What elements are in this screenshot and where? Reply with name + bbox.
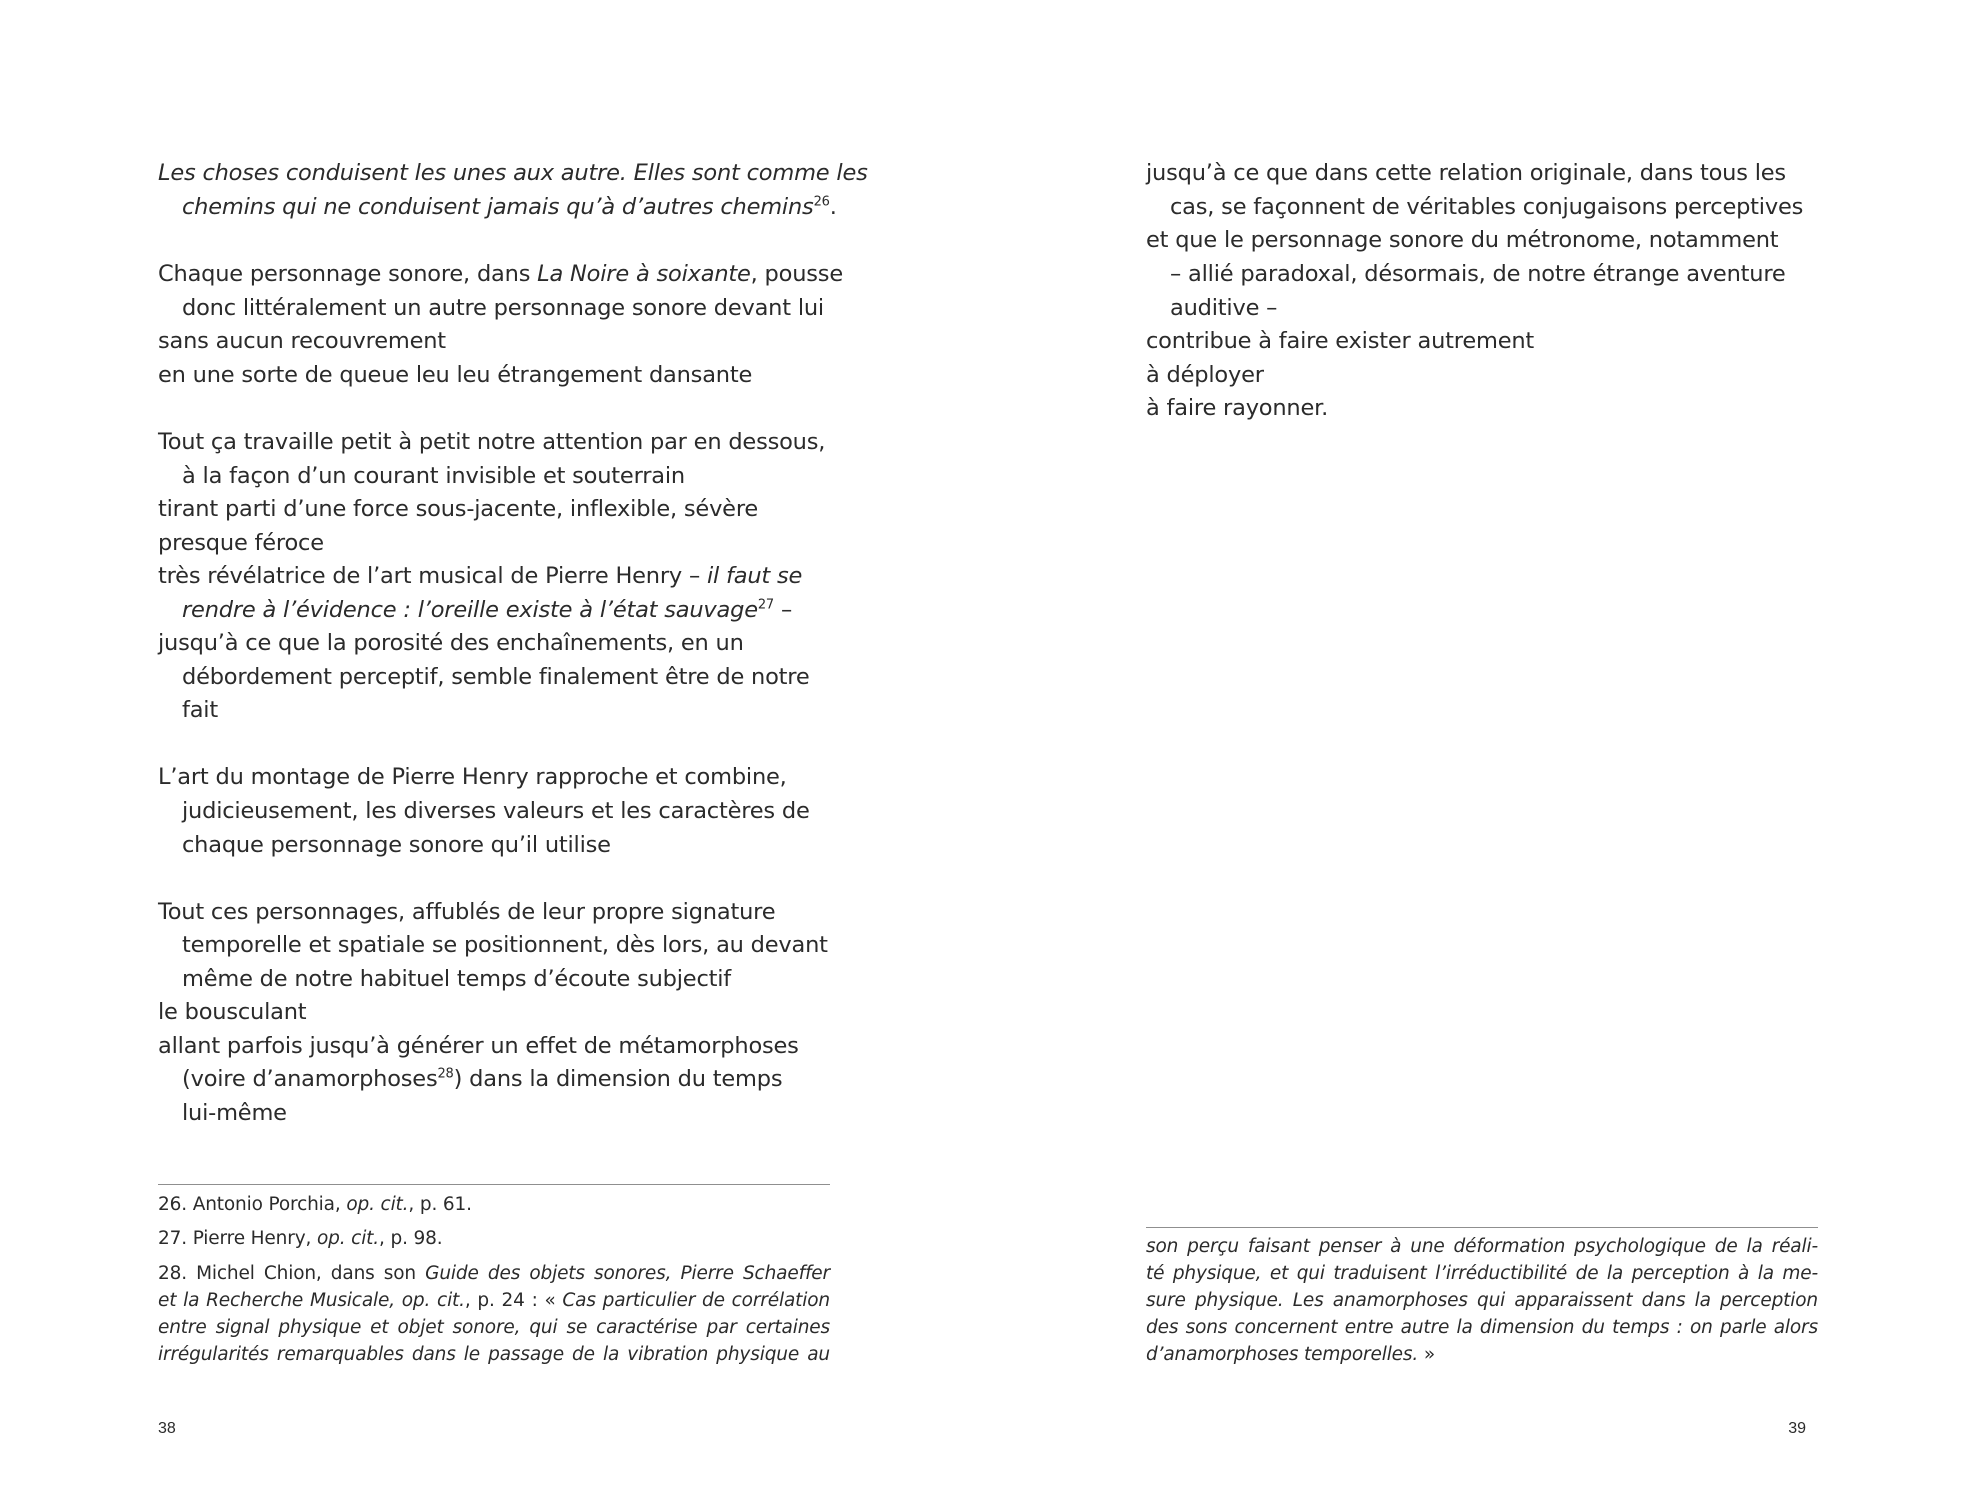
- verse-line: – allié paradoxal, désormais, de notre étrange aventure: [1170, 261, 1786, 287]
- verse-line: même de notre habituel temps d’écoute subjectif: [182, 966, 732, 992]
- right-page: [984, 0, 1968, 1496]
- verse-line: et que le personnage sonore du métronome, notamment: [1146, 227, 1779, 253]
- verse-line: débordement perceptif, semble finalement être de notre: [182, 664, 810, 690]
- footnote-ref-26[interactable]: 26: [813, 194, 830, 210]
- verse-line: chaque personnage sonore qu’il utilise: [182, 832, 611, 858]
- verse-line: Chaque personnage sonore, dans La Noire à soixante, pousse: [158, 261, 843, 287]
- verse-line: fait: [182, 697, 218, 723]
- verse-line: contribue à faire exister autrement: [1146, 328, 1535, 354]
- epigraph-line: Les choses conduisent les unes aux autre. Elles sont comme les: [158, 160, 868, 186]
- verse-line: temporelle et spatiale se positionnent, dès lors, au devant: [182, 932, 828, 958]
- verse-line: à déployer: [1146, 362, 1264, 388]
- verse-line: lui-même: [182, 1100, 287, 1126]
- footnote-line: d’anamorphoses temporelles. »: [1146, 1344, 1436, 1365]
- verse-line: donc littéralement un autre personnage sonore devant lui: [182, 295, 824, 321]
- verse-line: tirant parti d’une force sous-jacente, inflexible, sévère: [158, 496, 759, 522]
- verse-line: jusqu’à ce que dans cette relation originale, dans tous les: [1146, 160, 1786, 186]
- page-number: 39: [1788, 1420, 1806, 1437]
- footnote-line: té physique, et qui traduisent l’irréductibilité de la perception à la me-: [1146, 1263, 1818, 1284]
- verse-line: cas, se façonnent de véritables conjugaisons perceptives: [1170, 194, 1804, 220]
- page-number: 38: [158, 1420, 176, 1437]
- footnote-line: des sons concernent entre autre la dimension du temps : on parle alors: [1146, 1317, 1818, 1338]
- footnote-line: sure physique. Les anamorphoses qui apparaissent dans la perception: [1146, 1290, 1818, 1311]
- footnote-ref-27[interactable]: 27: [757, 597, 775, 613]
- verse-line: à faire rayonner.: [1146, 395, 1329, 421]
- work-title: La Noire à soixante: [537, 261, 751, 287]
- footnote-ref-28[interactable]: 28: [437, 1066, 454, 1082]
- verse-line: Tout ça travaille petit à petit notre attention par en dessous,: [158, 429, 826, 455]
- verse-line: très révélatrice de l’art musical de Pierre Henry – il faut se: [158, 563, 803, 589]
- footnote-27: 27. Pierre Henry, op. cit., p. 98.: [158, 1228, 443, 1249]
- footnote-divider: [158, 1184, 830, 1185]
- verse-line: auditive –: [1170, 295, 1278, 321]
- epigraph-line: chemins qui ne conduisent jamais qu’à d’autres chemins$^{26}$.: [182, 194, 837, 220]
- verse-line: Tout ces personnages, affublés de leur propre signature: [158, 899, 776, 925]
- verse-line: presque féroce: [158, 530, 324, 556]
- footnote-line: irrégularités remarquables dans le passage de la vibration physique au: [158, 1344, 830, 1365]
- footnote-line: entre signal physique et objet sonore, qui se caractérise par certaines: [158, 1317, 830, 1338]
- verse-line: en une sorte de queue leu leu étrangement dansante: [158, 362, 753, 388]
- footnote-line: et la Recherche Musicale, op. cit., p. 24 : « Cas particulier de corrélation: [158, 1290, 830, 1311]
- footnote-26: 26. Antonio Porchia, op. cit., p. 61.: [158, 1194, 472, 1215]
- verse-line: allant parfois jusqu’à générer un effet de métamorphoses: [158, 1033, 799, 1059]
- footnote-line: son perçu faisant penser à une déformation psychologique de la réali-: [1146, 1236, 1818, 1257]
- verse-line: (voire d’anamorphoses$^{28}$) dans la dimension du temps: [182, 1066, 783, 1092]
- verse-line: L’art du montage de Pierre Henry rapproche et combine,: [158, 764, 787, 790]
- footnote-line: 28. Michel Chion, dans son Guide des objets sonores, Pierre Schaeffer: [158, 1263, 830, 1284]
- verse-line: à la façon d’un courant invisible et souterrain: [182, 463, 685, 489]
- footnote-divider: [1146, 1227, 1818, 1228]
- verse-line: rendre à l’évidence : l’oreille existe à l’état sauvage$^{27}$ –: [182, 597, 793, 623]
- verse-line: judicieusement, les diverses valeurs et les caractères de: [182, 798, 810, 824]
- verse-line: jusqu’à ce que la porosité des enchaînements, en un: [158, 630, 744, 656]
- verse-line: sans aucun recouvrement: [158, 328, 446, 354]
- verse-line: le bousculant: [158, 999, 307, 1025]
